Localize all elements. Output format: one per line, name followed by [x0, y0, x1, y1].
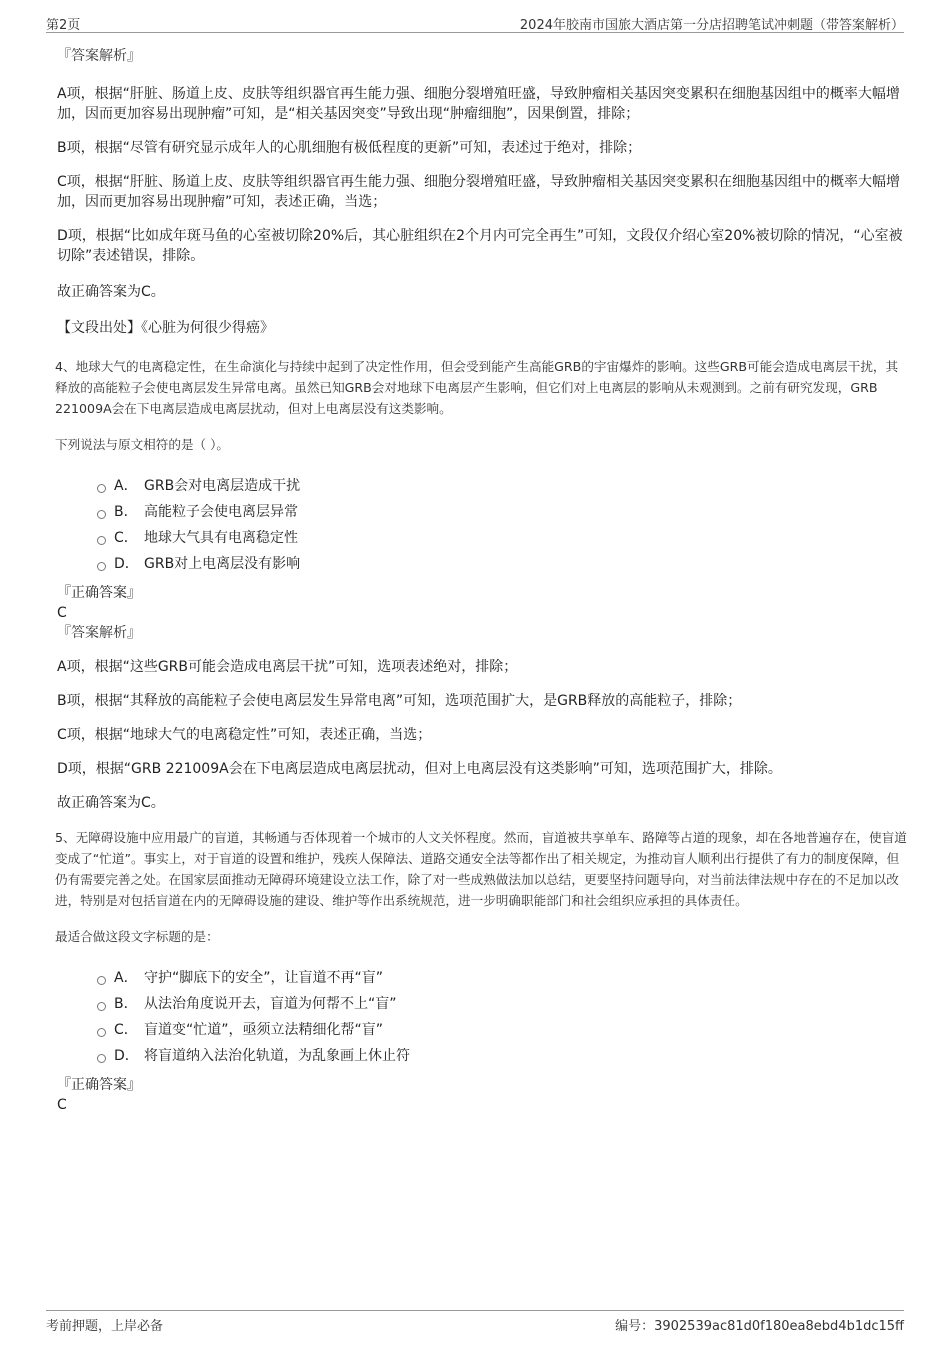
q3-analysis-c: C项，根据“肝脏、肠道上皮、皮肤等组织器官再生能力强、细胞分裂增殖旺盛，导致肿瘤相关基因突变累积在细胞基因组中的概率大幅增加，因而更加容易出现肿瘤”可知，表述正确，当选； [57, 174, 901, 210]
option-letter: B． [114, 996, 138, 1012]
footer-slogan: 考前押题，上岸必备 [46, 1319, 164, 1334]
q4-option-b[interactable] [97, 499, 907, 525]
q4-option-d[interactable] [97, 551, 907, 577]
radio-icon[interactable] [97, 1054, 106, 1063]
option-letter: D． [114, 556, 139, 572]
q4-question-text: 4、地球大气的电离稳定性，在生命演化与持续中起到了决定性作用，但会受到能产生高能GRB的宇宙爆炸的影响。这些GRB可能会造成电离层干扰，其释放的高能粒子会使电离层发生异常电离。虽然已知GRB会对地球下电离层产生影响，但它们对上电离层的影响从未观测到。之前有研究发现，GRB 221009A会在下电离层造成电离层扰动，但对上电离层没有这类影响。 [55, 359, 899, 416]
option-letter: A． [114, 478, 138, 494]
document-title: 2024年胶南市国旅大酒店第一分店招聘笔试冲刺题（带答案解析） [519, 18, 904, 33]
q5-option-a[interactable] [97, 965, 907, 991]
option-letter: A． [114, 970, 138, 986]
q5-option-d[interactable] [97, 1043, 907, 1069]
q4-options [97, 473, 907, 577]
q3-analysis-label: 『答案解析』 [57, 48, 141, 64]
option-letter: B． [114, 504, 138, 520]
q4-analysis-b: B项，根据“其释放的高能粒子会使电离层发生异常电离”可知，选项范围扩大，是GRB释放的高能粒子，排除； [57, 693, 742, 709]
q3-source: 【文段出处】《心脏为何很少得癌》 [57, 320, 274, 336]
q5-answer: C [57, 1097, 67, 1113]
q3-analysis-d: D项，根据“比如成年斑马鱼的心室被切除20%后，其心脏组织在2个月内可完全再生”可知，文段仅介绍心室20%被切除的情况，“心室被切除”表述错误，排除。 [57, 228, 903, 264]
q5-answer-label: 『正确答案』 [57, 1077, 141, 1093]
option-letter: C． [114, 530, 138, 546]
radio-icon[interactable] [97, 510, 106, 519]
q4-option-c[interactable] [97, 525, 907, 551]
q3-analysis-b: B项，根据“尽管有研究显示成年人的心肌细胞有极低程度的更新”可知，表述过于绝对，排除； [57, 140, 642, 156]
q4-analysis-label: 『答案解析』 [57, 625, 141, 641]
q4-analysis-c: C项，根据“地球大气的电离稳定性”可知，表述正确，当选； [57, 727, 432, 743]
radio-icon[interactable] [97, 976, 106, 985]
page-header [46, 12, 904, 33]
option-text: 地球大气具有电离稳定性 [144, 530, 298, 546]
option-text: 盲道变“忙道”，亟须立法精细化帮“盲” [144, 1022, 384, 1038]
option-letter: C． [114, 1022, 138, 1038]
page-footer [46, 1310, 904, 1333]
option-text: GRB对上电离层没有影响 [144, 556, 301, 572]
q4-final-answer: 故正确答案为C。 [57, 795, 165, 811]
radio-icon[interactable] [97, 536, 106, 545]
option-text: 将盲道纳入法治化轨道，为乱象画上休止符 [144, 1048, 410, 1064]
q5-question-text: 5、无障碍设施中应用最广的盲道，其畅通与否体现着一个城市的人文关怀程度。然而，盲道被共享单车、路障等占道的现象，却在各地普遍存在，使盲道变成了“忙道”。事实上，对于盲道的设置和维护，残疾人保障法、道路交通安全法等都作出了相关规定，为推动盲人顺利出行提供了有力的制度保障，但仍有需要完善之处。在国家层面推动无障碍环境建设立法工作，除了对一些成熟做法加以总结，更要坚持问题导向，对当前法律法规中存在的不足加以改进，特别是对包括盲道在内的无障碍设施的建设、维护等作出系统规范，进一步明确职能部门和社会组织应承担的具体责任。 [55, 830, 907, 908]
q5-option-b[interactable] [97, 991, 907, 1017]
q5-prompt: 最适合做这段文字标题的是： [55, 929, 219, 944]
document-id: 编号：3902539ac81d0f180ea8ebd4b1dc15ff [615, 1319, 904, 1334]
option-text: GRB会对电离层造成干扰 [144, 478, 301, 494]
q4-analysis-d: D项，根据“GRB 221009A会在下电离层造成电离层扰动，但对上电离层没有这类影响”可知，选项范围扩大，排除。 [57, 761, 782, 777]
q3-analysis-a: A项，根据“肝脏、肠道上皮、皮肤等组织器官再生能力强、细胞分裂增殖旺盛，导致肿瘤相关基因突变累积在细胞基因组中的概率大幅增加，因而更加容易出现肿瘤”可知，是“相关基因突变”导致出现“肿瘤细胞”，因果倒置，排除； [57, 86, 900, 122]
q4-answer: C [57, 605, 67, 621]
option-text: 从法治角度说开去，盲道为何帮不上“盲” [144, 996, 397, 1012]
main-content [57, 46, 907, 1115]
radio-icon[interactable] [97, 1002, 106, 1011]
q5-options [97, 965, 907, 1069]
radio-icon[interactable] [97, 484, 106, 493]
option-text: 高能粒子会使电离层异常 [144, 504, 298, 520]
q4-analysis-a: A项，根据“这些GRB可能会造成电离层干扰”可知，选项表述绝对，排除； [57, 659, 518, 675]
option-letter: D． [114, 1048, 139, 1064]
radio-icon[interactable] [97, 562, 106, 571]
q3-final-answer: 故正确答案为C。 [57, 284, 165, 300]
radio-icon[interactable] [97, 1028, 106, 1037]
option-text: 守护“脚底下的安全”，让盲道不再“盲” [144, 970, 384, 986]
q4-answer-label: 『正确答案』 [57, 585, 141, 601]
q4-option-a[interactable] [97, 473, 907, 499]
q5-option-c[interactable] [97, 1017, 907, 1043]
q4-prompt: 下列说法与原文相符的是（ ）。 [55, 437, 230, 452]
page-number: 第2页 [46, 18, 81, 33]
